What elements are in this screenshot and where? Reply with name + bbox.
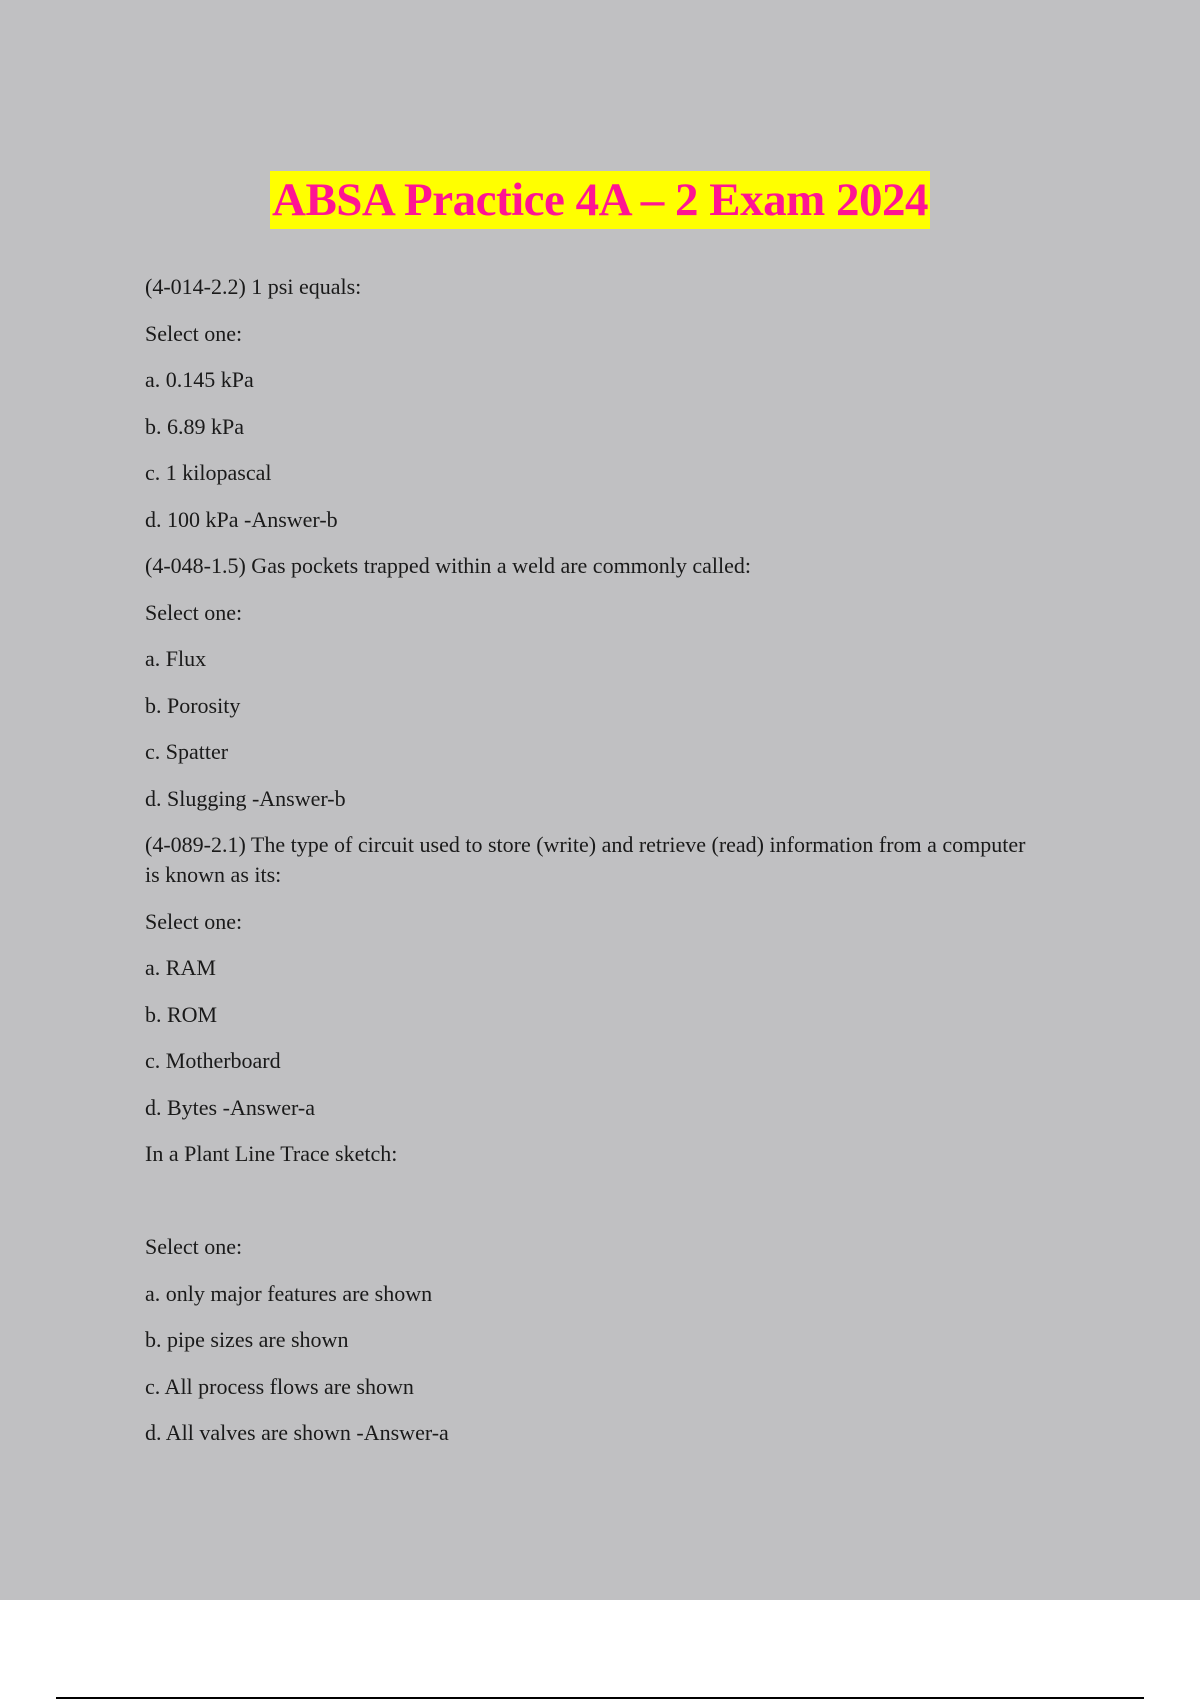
question-4-option-b: b. pipe sizes are shown bbox=[145, 1327, 349, 1352]
question-1-option-b: b. 6.89 kPa bbox=[145, 413, 244, 439]
question-3-option-d-answer: d. Bytes -Answer-a bbox=[145, 1094, 316, 1120]
document-title: ABSA Practice 4A – 2 Exam 2024 bbox=[270, 171, 930, 229]
question-4-option-d-answer: d. All valves are shown -Answer-a bbox=[145, 1420, 449, 1445]
blank-line bbox=[145, 1186, 1045, 1216]
question-3-option-a: a. RAM bbox=[145, 955, 216, 980]
question-2-option-b: b. Porosity bbox=[145, 692, 241, 718]
question-4-option-a: a. only major features are shown bbox=[145, 1280, 433, 1306]
question-3-option-c: c. Motherboard bbox=[145, 1048, 281, 1073]
question-4-select-prompt: Select one: bbox=[145, 1234, 243, 1259]
question-2-option-c: c. Spatter bbox=[145, 739, 229, 764]
question-1-stem: (4-014-2.2) 1 psi equals: bbox=[145, 274, 362, 299]
question-2-select-prompt: Select one: bbox=[145, 599, 243, 625]
document-body bbox=[145, 272, 1045, 1465]
question-1-option-a: a. 0.145 kPa bbox=[145, 367, 254, 392]
question-4-stem: In a Plant Line Trace sketch: bbox=[145, 1141, 398, 1166]
question-1-option-c: c. 1 kilopascal bbox=[145, 460, 272, 485]
question-2-stem: (4-048-1.5) Gas pockets trapped within a weld are commonly called: bbox=[145, 553, 752, 578]
question-1-select-prompt: Select one: bbox=[145, 320, 243, 346]
question-2-option-d-answer: d. Slugging -Answer-b bbox=[145, 785, 346, 811]
question-3-option-b: b. ROM bbox=[145, 1001, 218, 1027]
title-wrap bbox=[0, 171, 1200, 229]
question-3-stem: (4-089-2.1) The type of circuit used to store (write) and retrieve (read) information from a computer is known as its: bbox=[145, 832, 1031, 887]
question-4-option-c: c. All process flows are shown bbox=[145, 1373, 414, 1399]
question-1-option-d-answer: d. 100 kPa -Answer-b bbox=[145, 506, 338, 532]
footer-divider bbox=[56, 1697, 1144, 1699]
question-2-option-a: a. Flux bbox=[145, 646, 207, 671]
question-3-select-prompt: Select one: bbox=[145, 908, 243, 934]
